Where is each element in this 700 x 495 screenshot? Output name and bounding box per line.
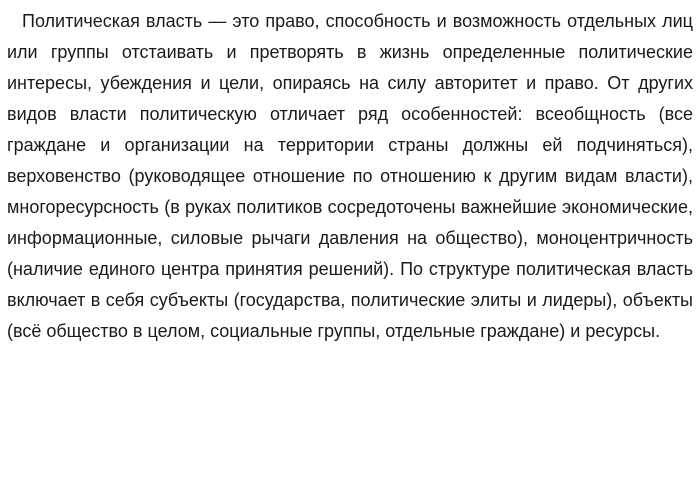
- document-body: [7, 6, 693, 347]
- political-power-paragraph: Политическая власть — это право, способность и возможность отдельных лиц или группы отстаивать и претворять в жизнь определенные политические интересы, убеждения и цели, опираясь на силу авторитет и право. От других видов власти политическую отличает ряд особенностей: всеобщность (все граждане и организации на территории страны должны ей подчиняться), верховенство (руководящее отношение по отношению к другим видам власти), многоресурсность (в руках политиков сосредоточены важнейшие экономические, информационные, силовые рычаги давления на общество), моноцентричность (наличие единого центра принятия решений). По структуре политическая власть включает в себя субъекты (государства, политические элиты и лидеры), объекты (всё общество в целом, социальные группы, отдельные граждане) и ресурсы.: [7, 11, 693, 341]
